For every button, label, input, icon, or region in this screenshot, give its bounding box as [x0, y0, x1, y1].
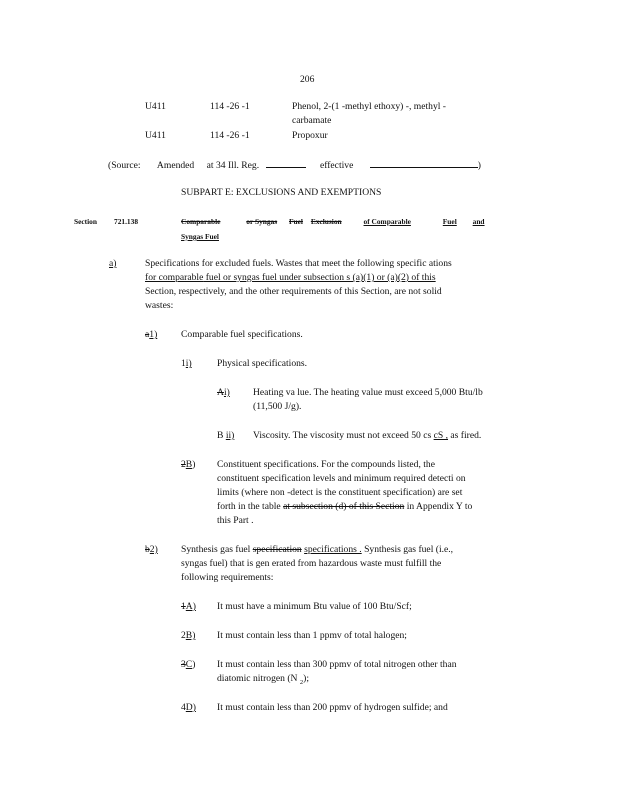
- source-effective: effective: [319, 160, 354, 171]
- Ai-u: i): [223, 387, 230, 398]
- title-u-fuel: Fuel: [442, 217, 457, 226]
- 2B-line4-b: in Appendix Y to: [404, 501, 473, 512]
- b2-line1-b: Synthesis gas fuel (i.e.,: [361, 544, 454, 555]
- para-a-line4: wastes:: [145, 300, 174, 311]
- para-a-line3: Section, respectively, and the other requirements of this Section, are not solid: [145, 286, 442, 297]
- 4D-u: D): [185, 702, 196, 713]
- item-2B-line1: Constituent specifications. For the compounds listed, the: [217, 459, 435, 470]
- item-b2-line3: following requirements:: [181, 572, 274, 583]
- para-a-line2-u: for comparable: [145, 272, 204, 283]
- item-1i-marker: [181, 357, 192, 371]
- 3C-line2-b: );: [303, 673, 309, 684]
- b2-strike: b: [145, 544, 150, 555]
- item-2B-line4: [217, 500, 472, 514]
- Ai-strike: A: [217, 387, 224, 398]
- row2-cas: 114 -26 -1: [210, 130, 250, 141]
- 2B-strike: 2: [181, 459, 186, 470]
- para-a-marker: a): [109, 258, 117, 269]
- source-prefix: (Source:: [108, 160, 141, 171]
- 2B2-u: B): [185, 630, 196, 641]
- Bii-text-u: cS ,: [433, 430, 449, 441]
- subpart-heading: SUBPART E: EXCLUSIONS AND EXEMPTIONS: [181, 187, 382, 198]
- b2-line1-strike: specification: [252, 544, 302, 555]
- effective-blank: [370, 157, 478, 168]
- a1-strike: a: [145, 329, 150, 340]
- row1-cas: 114 -26 -1: [210, 101, 250, 112]
- section-title-line2: Syngas Fuel: [181, 232, 219, 241]
- item-2B-line3: limits (where non -detect is the constituent specification) are set: [217, 487, 463, 498]
- 3C-line2-sub: 2: [299, 678, 304, 686]
- row1-name: Phenol, 2-(1 -methyl ethoxy) -, methyl -: [292, 101, 447, 112]
- item-3C-marker: [181, 658, 195, 672]
- b2-u: 2): [149, 544, 158, 555]
- section-number: 721.138: [114, 217, 139, 226]
- b2-line1-a: Synthesis gas fuel: [181, 544, 251, 555]
- para-a-line2-rest: fuel or syngas fuel under subsection s (a)(1) or (a)(2) of this: [203, 272, 436, 283]
- 2B-u: B: [185, 459, 193, 470]
- title-u-and: and: [472, 217, 485, 226]
- 2B-line4-strike: at subsection (d) of this Section: [283, 501, 405, 512]
- 1A-u: A): [185, 601, 196, 612]
- title-u-comparable: of Comparable: [363, 217, 411, 226]
- section-title: [181, 215, 485, 229]
- title-strike-syngas: or Syngas: [246, 217, 278, 226]
- item-2B2-marker: [181, 629, 195, 643]
- 3C-strike: 3: [181, 659, 186, 670]
- item-b2-line2: syngas fuel) that is gen erated from hazardous waste must fulfill the: [181, 558, 442, 569]
- row1-name-cont: carbamate: [292, 115, 332, 126]
- para-a-line1: Specifications for excluded fuels. Wastes that meet the following specific ations: [145, 258, 452, 269]
- Bii-text-b: as fired.: [448, 430, 482, 441]
- page-number: 206: [300, 74, 315, 85]
- 3C-line2-a: diatomic nitrogen (N: [217, 673, 298, 684]
- item-2B-line5: this Part .: [217, 515, 254, 526]
- Bii-u: ii): [225, 430, 235, 441]
- row2-name: Propoxur: [292, 130, 328, 141]
- item-4D-marker: [181, 701, 196, 715]
- item-2B-marker: [181, 458, 195, 472]
- 2B2-plain: 2: [181, 630, 186, 641]
- 2B-end: ): [192, 459, 196, 470]
- 3C-u: C: [185, 659, 193, 670]
- item-4D-text: It must contain less than 200 ppmv of hydrogen sulfide; and: [217, 702, 448, 713]
- para-a-line2: [145, 271, 436, 285]
- a1-u: 1): [149, 329, 158, 340]
- reg-blank: [266, 157, 306, 168]
- item-2B-line2: constituent specification levels and minimum required detecti on: [217, 473, 466, 484]
- Bii-plain: B: [217, 430, 224, 441]
- item-1A-marker: [181, 600, 196, 614]
- b2-line1-u: specifications .: [304, 544, 362, 555]
- Bii-text-a: Viscosity. The viscosity must not exceed 50 cs: [253, 430, 432, 441]
- item-Ai-marker: [217, 386, 230, 400]
- item-1i-text: Physical specifications.: [217, 358, 308, 369]
- item-a1-text: Comparable fuel specifications.: [181, 329, 303, 340]
- item-3C-line2: [217, 672, 309, 690]
- 2B-line4-a: forth in the table: [217, 501, 281, 512]
- section-label: Section: [74, 217, 97, 226]
- row2-code: U411: [145, 130, 166, 141]
- item-Bii-text: [253, 429, 481, 443]
- 1A-strike: 1: [181, 601, 186, 612]
- title-strike-comparable: Comparable: [181, 217, 221, 226]
- item-Ai-line1: Heating va lue. The heating value must exceed 5,000 Btu/lb: [253, 387, 483, 398]
- item-2B2-text: It must contain less than 1 ppmv of total halogen;: [217, 630, 407, 641]
- item-1A-text: It must have a minimum Btu value of 100 Btu/Scf;: [217, 601, 412, 612]
- 4D-plain: 4: [181, 702, 186, 713]
- source-reg: at 34 Ill. Reg.: [206, 160, 260, 171]
- title-strike-fuel: Fuel: [289, 217, 303, 226]
- source-line: [108, 157, 481, 173]
- title-strike-exclusion: Exclusion: [310, 217, 342, 226]
- item-a1-marker: [145, 328, 157, 342]
- source-close: ): [477, 160, 481, 171]
- item-Bii-marker: [217, 429, 234, 443]
- row1-code: U411: [145, 101, 166, 112]
- 3C-end: ): [192, 659, 196, 670]
- item-3C-line1: It must contain less than 300 ppmv of total nitrogen other than: [217, 659, 457, 670]
- item-Ai-line2: (11,500 J/g).: [253, 401, 302, 412]
- item-b2-marker: [145, 543, 158, 557]
- source-amended: Amended: [156, 160, 195, 171]
- 1i-plain: 1: [181, 358, 186, 369]
- 1i-u: i): [185, 358, 192, 369]
- item-b2-line1: [181, 543, 453, 557]
